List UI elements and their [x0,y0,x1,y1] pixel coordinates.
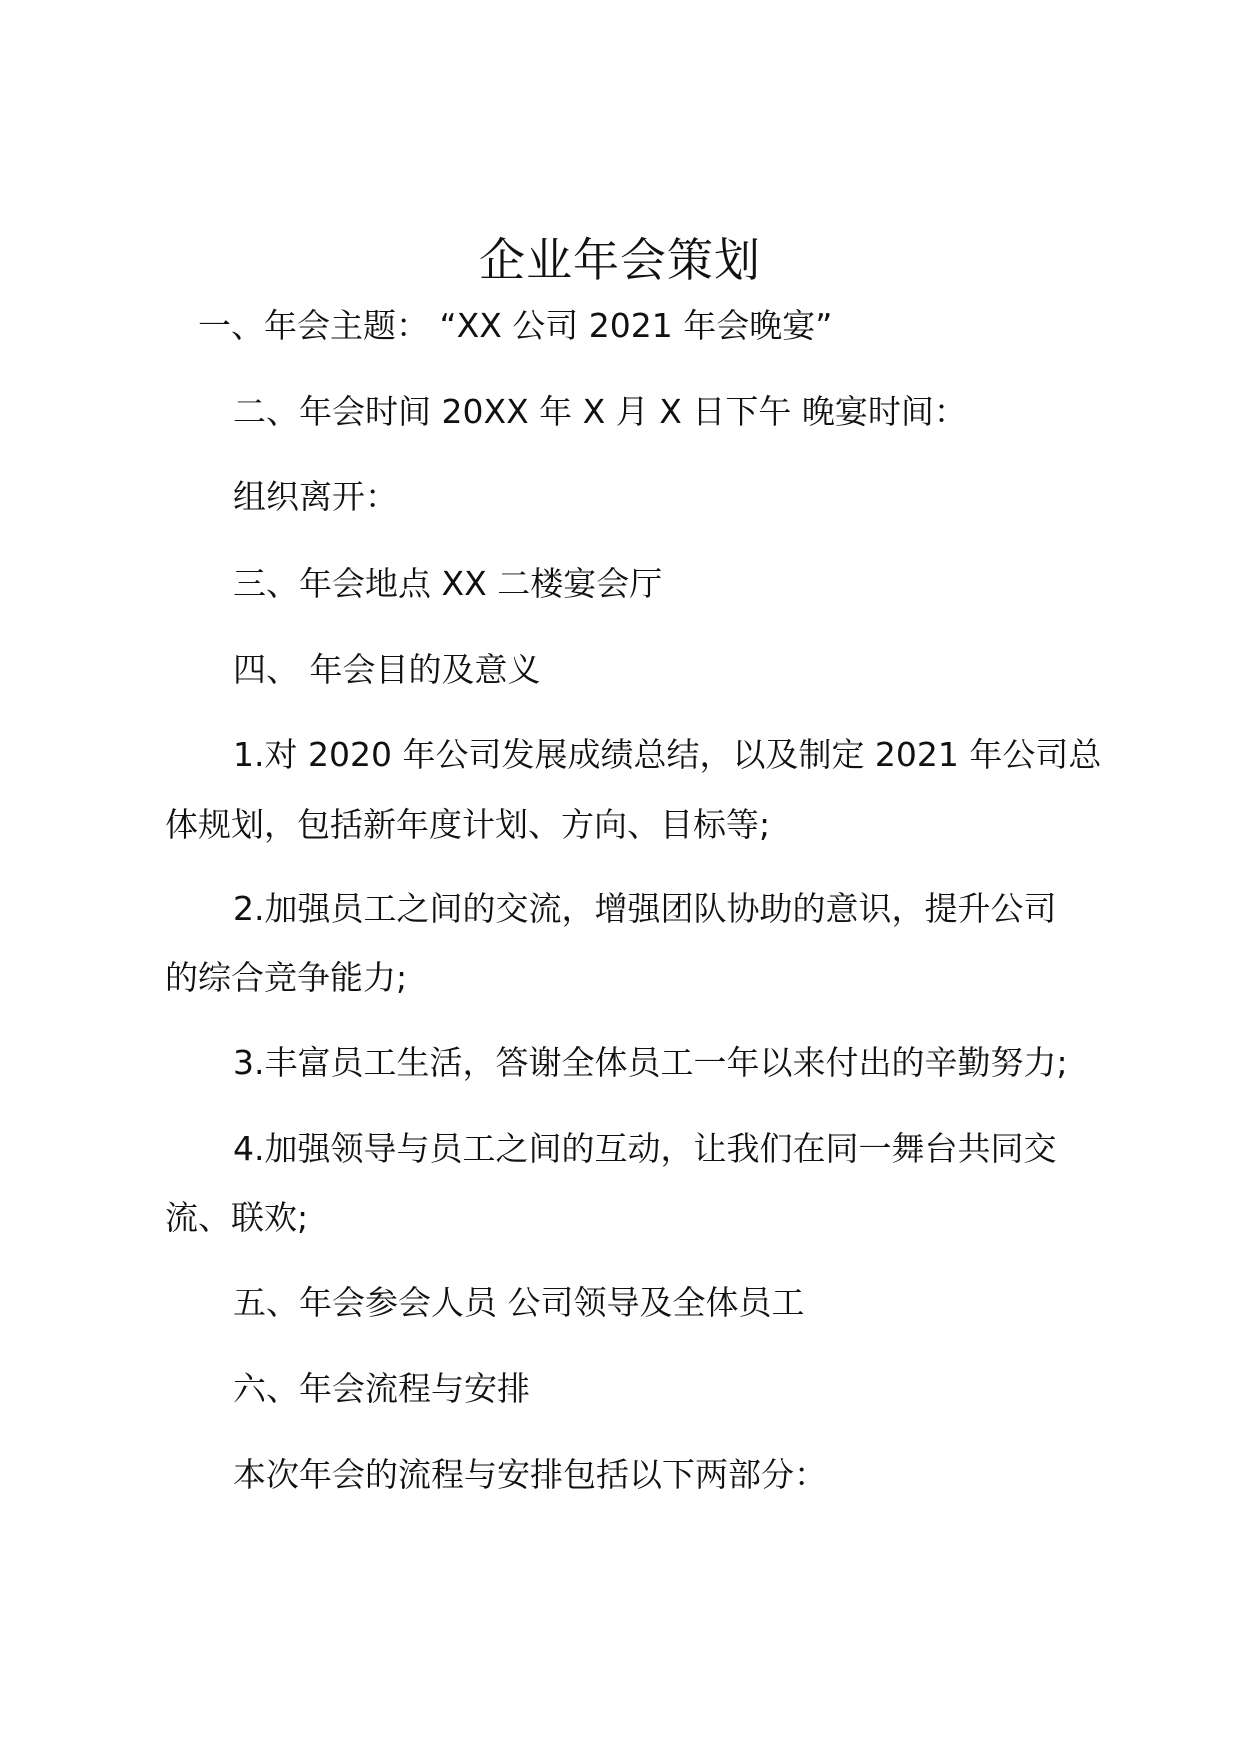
purpose-item-3: 3.丰富员工生活，答谢全体员工一年以来付出的辛勤努力; [233,1043,1068,1082]
purpose-item-2-line-2: 的综合竞争能力; [165,958,408,997]
section-agenda-heading: 六、年会流程与安排 [233,1369,530,1408]
section-purpose-heading: 四、 年会目的及意义 [233,650,541,689]
section-departure: 组织离开： [233,477,398,516]
purpose-item-2-line-1: 2.加强员工之间的交流，增强团队协助的意识，提升公司 [233,889,1057,928]
section-venue: 三、年会地点 XX 二楼宴会厅 [233,564,663,603]
purpose-item-1-line-2: 体规划，包括新年度计划、方向、目标等; [165,805,771,844]
purpose-item-4-line-2: 流、联欢; [165,1198,309,1237]
section-time: 二、年会时间 20XX 年 X 月 X 日下午 晚宴时间： [233,392,967,431]
purpose-item-4-line-1: 4.加强领导与员工之间的互动，让我们在同一舞台共同交 [233,1129,1057,1168]
agenda-intro: 本次年会的流程与安排包括以下两部分： [233,1455,827,1494]
document-title: 企业年会策划 [479,233,761,287]
section-attendees: 五、年会参会人员 公司领导及全体员工 [233,1283,805,1322]
purpose-item-1-line-1: 1.对 2020 年公司发展成绩总结，以及制定 2021 年公司总 [233,735,1102,774]
section-theme: 一、年会主题： “XX 公司 2021 年会晚宴” [198,306,833,345]
